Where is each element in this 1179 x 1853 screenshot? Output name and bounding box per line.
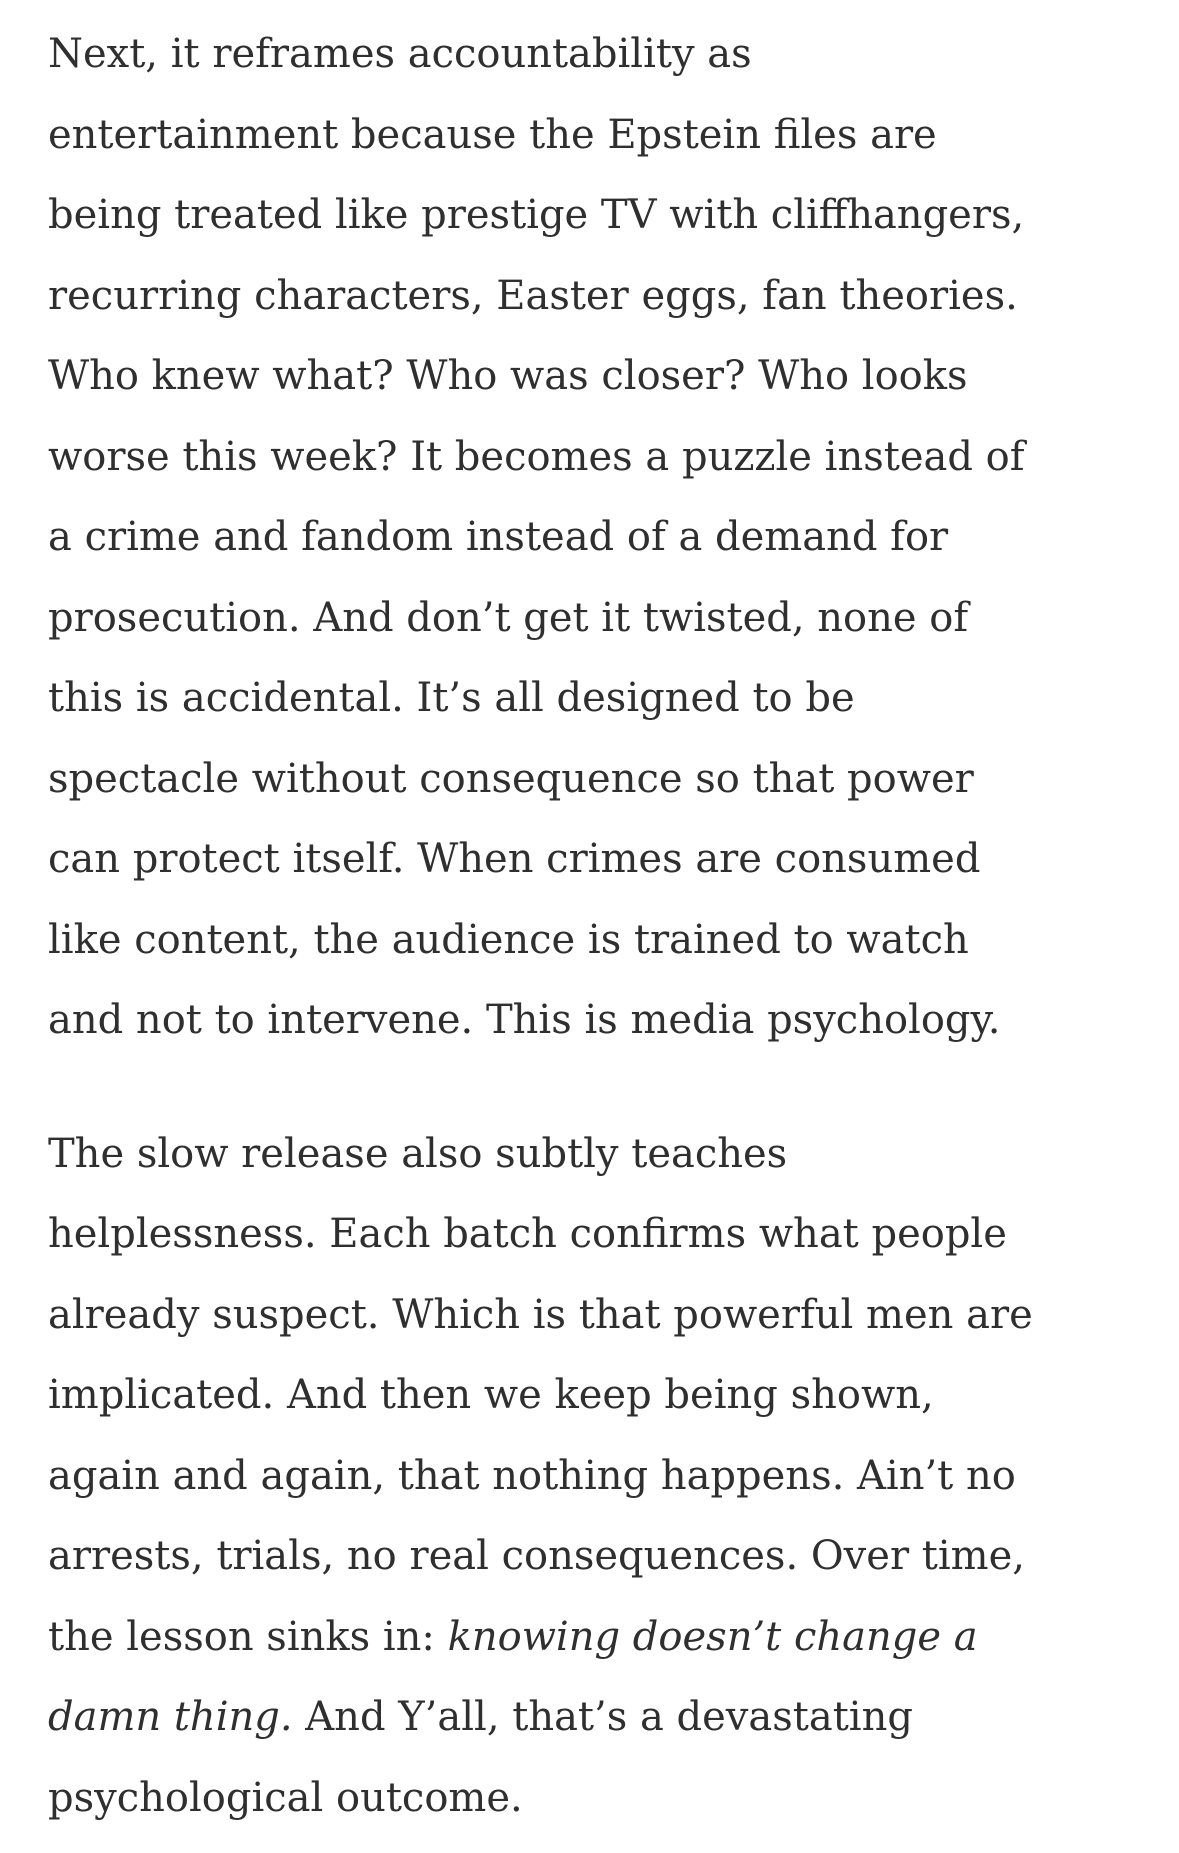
paragraph-text: And Y’all, that’s a devastating psychological outcome. bbox=[48, 1694, 913, 1821]
emphasized-text: knowing doesn’t change a damn thing. bbox=[48, 1613, 978, 1740]
paragraph-text: The slow release also subtly teaches helplessness. Each batch confirms what people already suspect. Which is that powerful men are implicated. And then we keep being shown, again and again, that nothing happens. Ain’t no arrests, trials, no real consequences. Over time, the lesson sinks in: bbox=[48, 1130, 1033, 1660]
paragraph: Next, it reframes accountability as entertainment because the Epstein files are being treated like prestige TV with cliffhangers, recurring characters, Easter eggs, fan theories. Who knew what? Who was closer? Who looks worse this week? It becomes a puzzle instead of a crime and fandom instead of a demand for prosecution. And don’t get it twisted, none of this is accidental. It’s all designed to be spectacle without consequence so that power can protect itself. When crimes are consumed like content, the audience is trained to watch and not to intervene. This is media psychology. bbox=[48, 31, 1025, 1043]
paragraph bbox=[48, 1114, 1131, 1839]
